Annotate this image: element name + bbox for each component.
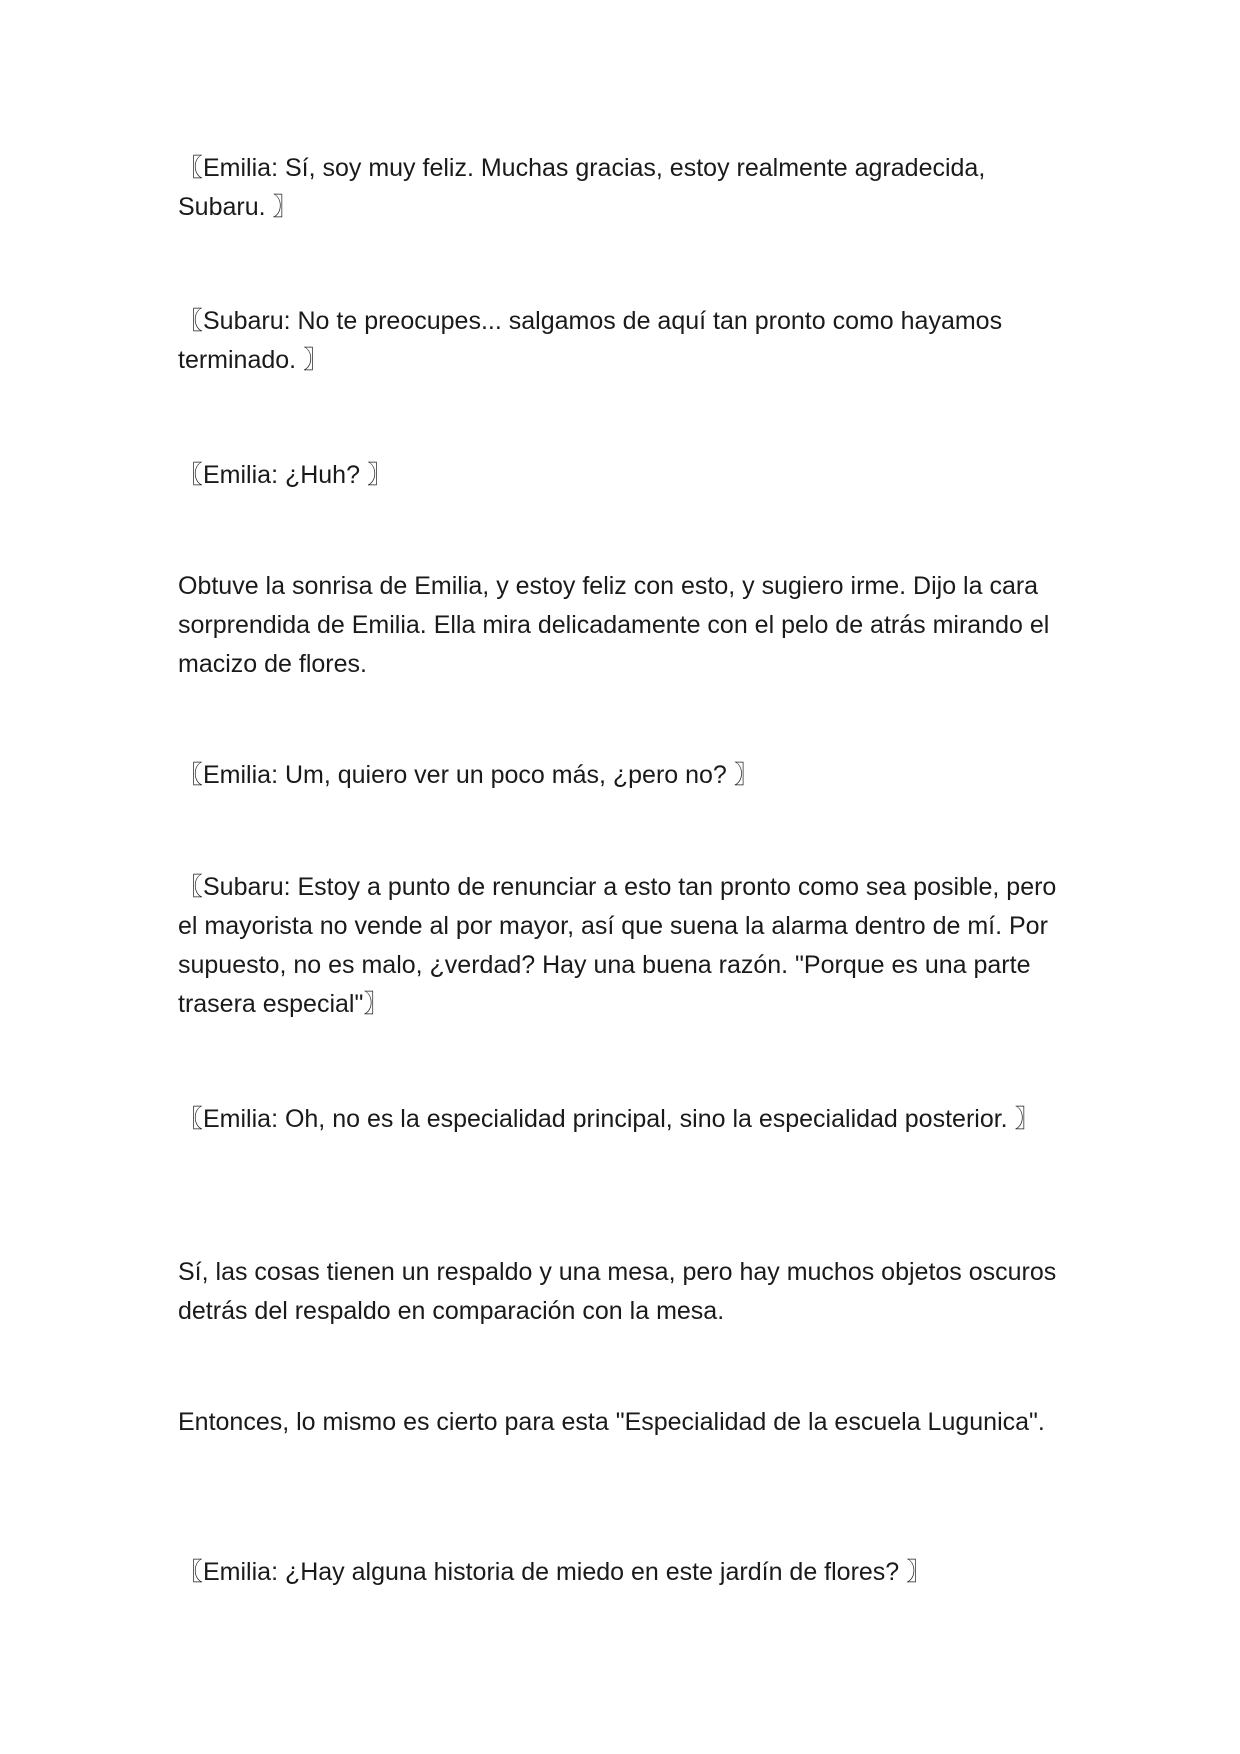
paragraph-emilia-thanks: 〖Emilia: Sí, soy muy feliz. Muchas gracias, estoy realmente agradecida, Subaru. 〗 <box>178 154 986 221</box>
paragraph-emilia-see-more: 〖Emilia: Um, quiero ver un poco más, ¿pero no? 〗 <box>178 761 759 789</box>
paragraph-subaru-renounce: 〖Subaru: Estoy a punto de renunciar a esto tan pronto como sea posible, pero el mayorista no vende al por mayor, así que suena la alarma dentro de mí. Por supuesto, no es malo, ¿verdad? Hay una buena razón. "Porque es una parte trasera especial"〗 <box>178 873 1057 1018</box>
paragraph-narration-smile: Obtuve la sonrisa de Emilia, y estoy feliz con esto, y sugiero irme. Dijo la cara sorprendida de Emilia. Ella mira delicadamente con el pelo de atrás mirando el macizo de flores. <box>178 572 1050 678</box>
paragraph-emilia-speciality: 〖Emilia: Oh, no es la especialidad principal, sino la especialidad posterior. 〗 <box>178 1105 1040 1133</box>
paragraph-narration-backside: Sí, las cosas tienen un respaldo y una mesa, pero hay muchos objetos oscuros detrás del respaldo en comparación con la mesa. <box>178 1258 1057 1325</box>
paragraph-emilia-scary-story: 〖Emilia: ¿Hay alguna historia de miedo en este jardín de flores? 〗 <box>178 1558 932 1586</box>
paragraph-subaru-leave: 〖Subaru: No te preocupes... salgamos de aquí tan pronto como hayamos terminado. 〗 <box>178 307 1003 374</box>
paragraph-narration-lugunica: Entonces, lo mismo es cierto para esta "Especialidad de la escuela Lugunica". <box>178 1408 1045 1436</box>
paragraph-emilia-huh: 〖Emilia: ¿Huh? 〗 <box>178 461 392 489</box>
